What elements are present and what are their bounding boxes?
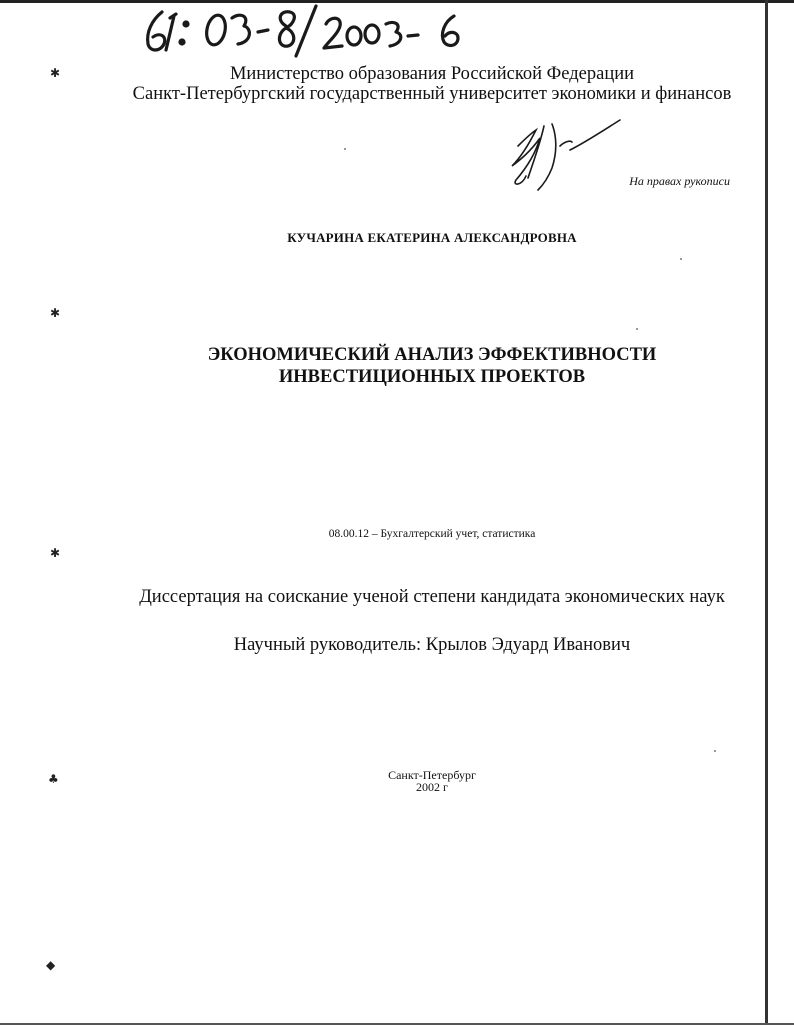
year: 2002 г <box>416 780 448 794</box>
scan-speck <box>344 148 346 150</box>
rights-note: На правах рукописи <box>629 174 730 188</box>
handwritten-archive-code <box>140 2 480 58</box>
scan-speck <box>714 750 716 752</box>
signature <box>500 116 630 196</box>
author-name: КУЧАРИНА ЕКАТЕРИНА АЛЕКСАНДРОВНА <box>287 230 577 245</box>
scan-speck <box>636 328 638 330</box>
scan-mark-icon: ✱ <box>50 66 61 80</box>
ministry-name: Министерство образования Российской Федерации <box>229 64 635 84</box>
dissertation-statement: Диссертация на соискание ученой степени кандидата экономических наук <box>139 587 725 607</box>
scan-mark-icon: ◆ <box>46 958 56 972</box>
university-name: Санкт-Петербургский государственный университет экономики и финансов <box>132 84 732 104</box>
thesis-title-line-1: ЭКОНОМИЧЕСКИЙ АНАЛИЗ ЭФФЕКТИВНОСТИ <box>207 345 657 365</box>
scientific-supervisor: Научный руководитель: Крылов Эдуард Иванович <box>233 635 631 655</box>
scan-speck <box>680 258 682 260</box>
scan-mark-icon: ✱ <box>50 306 61 320</box>
city: Санкт-Петербург <box>388 768 476 782</box>
scan-mark-icon: ♣ <box>48 772 59 786</box>
scan-mark-icon: ✱ <box>50 546 61 560</box>
thesis-title-line-2: ИНВЕСТИЦИОННЫХ ПРОЕКТОВ <box>278 367 586 387</box>
scan-border-right <box>765 0 768 1025</box>
specialty-code: 08.00.12 – Бухгалтерский учет, статистика <box>328 528 536 540</box>
